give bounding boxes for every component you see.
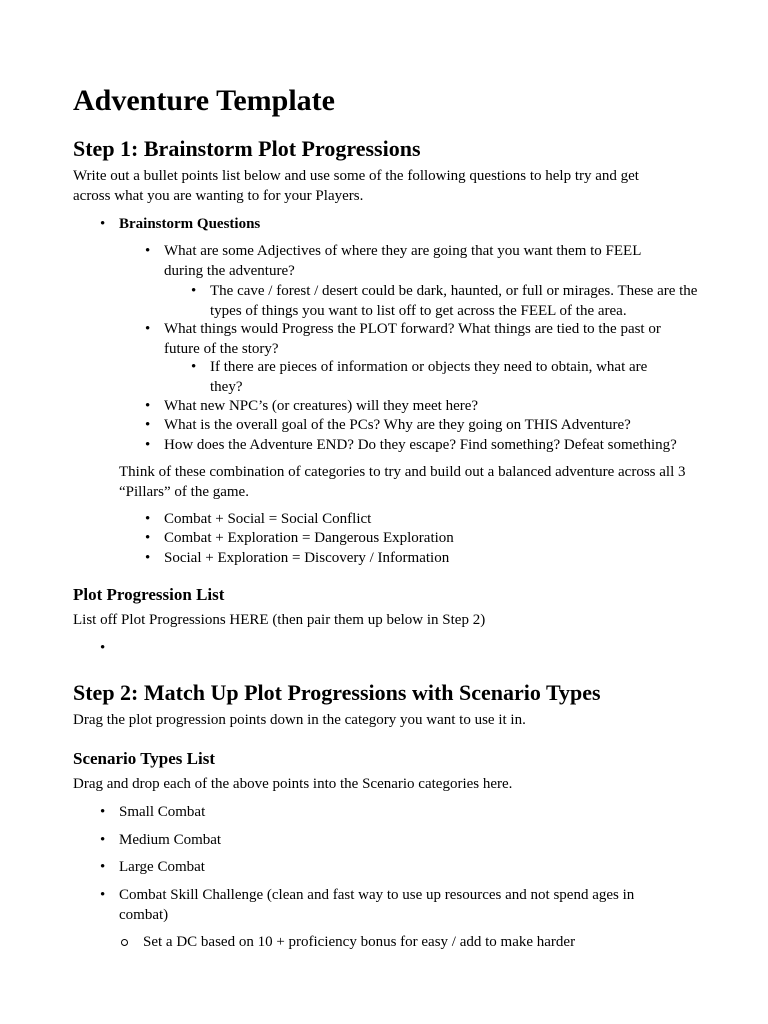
bullet-icon: • — [191, 359, 197, 375]
scenario-item — [100, 803, 206, 823]
bullet-icon: • — [145, 243, 151, 259]
combo-text: Combat + Exploration = Dangerous Exploration — [164, 530, 454, 546]
scenario-item-text: Combat Skill Challenge (clean and fast way to use up resources and not spend ages in combat) — [119, 887, 635, 923]
bullet-icon: • — [100, 832, 106, 848]
page-title: Adventure Template — [73, 84, 335, 117]
question-subitem — [191, 282, 700, 321]
question-text: The cave / forest / desert could be dark, haunted, or full or mirages. These are the types of things you want to list off to get across the FEEL of the area. — [210, 283, 698, 319]
question-item — [145, 320, 684, 359]
scenario-item-text: Medium Combat — [119, 832, 222, 848]
question-text: What things would Progress the PLOT forward? What things are tied to the past or future of the story? — [164, 321, 661, 357]
hollow-bullet-icon — [121, 939, 128, 946]
scenario-item — [100, 886, 664, 925]
combo-item — [145, 529, 454, 549]
scenario-text: Drag and drop each of the above points into the Scenario categories here. — [73, 776, 513, 792]
combo-item — [145, 549, 450, 569]
step1-intro: Write out a bullet points list below and use some of the following questions to help try and get across what you are wanting to for your Players. — [73, 168, 639, 204]
step2-heading: Step 2: Match Up Plot Progressions with Scenario Types — [73, 680, 601, 705]
plot-list-item[interactable] — [100, 639, 419, 658]
bullet-icon: • — [100, 216, 106, 232]
scenario-subitem-text: Set a DC based on 10 + proficiency bonus for easy / add to make harder — [143, 934, 576, 950]
scenario-subitem — [143, 933, 575, 953]
scenario-item-text: Small Combat — [119, 804, 206, 820]
scenario-item-text: Large Combat — [119, 859, 205, 875]
combo-text: Combat + Social = Social Conflict — [164, 511, 372, 527]
plot-list-heading: Plot Progression List — [73, 585, 225, 604]
bullet-icon: • — [100, 859, 106, 875]
question-item — [145, 436, 677, 456]
combo-text: Social + Exploration = Discovery / Information — [164, 550, 450, 566]
scenario-heading: Scenario Types List — [73, 749, 215, 768]
bullet-icon: • — [145, 530, 151, 546]
scenario-item — [100, 858, 205, 878]
bullet-icon: • — [145, 398, 151, 414]
question-subitem — [191, 358, 680, 397]
question-item — [145, 416, 631, 436]
bullet-icon: • — [145, 417, 151, 433]
question-item — [145, 242, 669, 281]
question-text: What new NPC’s (or creatures) will they meet here? — [164, 398, 479, 414]
bullet-icon: • — [100, 640, 106, 656]
combo-item — [145, 510, 372, 530]
bullet-icon: • — [145, 437, 151, 453]
scenario-item — [100, 831, 222, 851]
brainstorm-label: Brainstorm Questions — [119, 216, 261, 232]
bullet-icon: • — [145, 321, 151, 337]
step2-text: Drag the plot progression points down in the category you want to use it in. — [73, 712, 526, 728]
question-text: What is the overall goal of the PCs? Why are they going on THIS Adventure? — [164, 417, 631, 433]
step1-heading: Step 1: Brainstorm Plot Progressions — [73, 136, 421, 161]
question-text: If there are pieces of information or objects they need to obtain, what are they? — [210, 359, 648, 395]
brainstorm-bullet — [100, 215, 261, 235]
bullet-icon: • — [100, 804, 106, 820]
question-text: What are some Adjectives of where they are going that you want them to FEEL during the adventure? — [164, 243, 641, 279]
plot-list-text: List off Plot Progressions HERE (then pair them up below in Step 2) — [73, 612, 486, 628]
bullet-icon: • — [191, 283, 197, 299]
question-text: How does the Adventure END? Do they escape? Find something? Defeat something? — [164, 437, 677, 453]
bullet-icon: • — [145, 550, 151, 566]
question-item — [145, 397, 479, 417]
pillars-text: Think of these combination of categories to try and build out a balanced adventure across all 3 “Pillars” of the game. — [119, 464, 686, 500]
bullet-icon: • — [145, 511, 151, 527]
bullet-icon: • — [100, 887, 106, 903]
